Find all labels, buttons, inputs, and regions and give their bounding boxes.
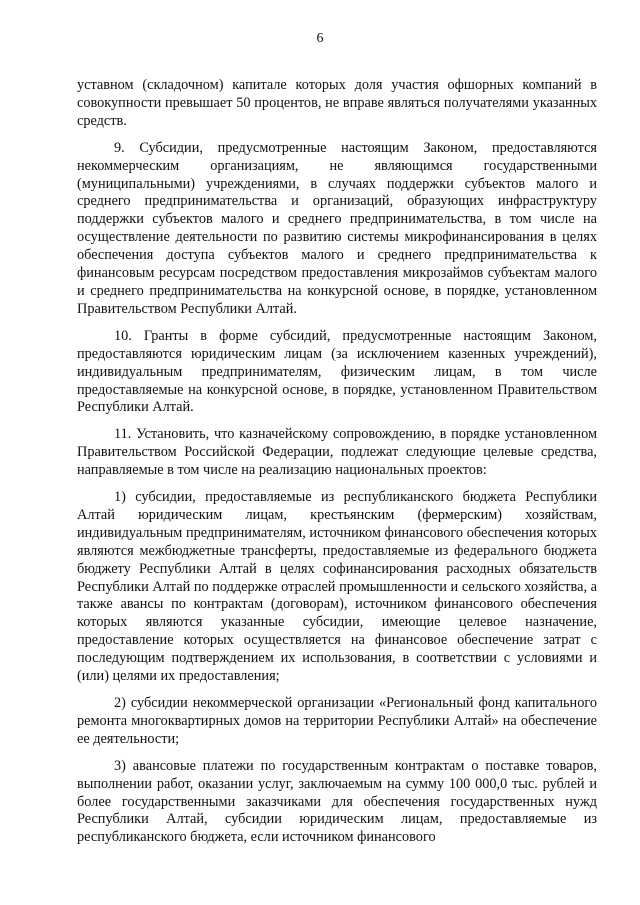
page-number: 6 bbox=[316, 31, 324, 46]
paragraph-subitem-1: 1) субсидии, предоставляемые из республиканского бюджета Республики Алтай юридическим лицам, крестьянским (фермерским) хозяйствам, индивидуальным предпринимателям, источником финансового обеспечения которых являются межбюджетные трансферты, предоставляемые из федерального бюджета бюджету Республики Алтай в целях софинансирования расходных обязательств Республики Алтай по поддержке отраслей промышленности и сельского хозяйства, а также авансы по контрактам (договорам), источником финансового обеспечения которых являются указанные субсидии, имеющие целевое назначение, предоставление которых осуществляется на финансовое обеспечение затрат с последующим подтверждением их использования, в соответствии с условиями и (или) целями их предоставления; bbox=[77, 489, 597, 685]
document-body bbox=[77, 77, 597, 856]
paragraph-continuation: уставном (складочном) капитале которых доля участия офшорных компаний в совокупности превышает 50 процентов, не вправе являться получателями указанных средств. bbox=[77, 77, 597, 129]
paragraph-subitem-3: 3) авансовые платежи по государственным контрактам о поставке товаров, выполнении работ, оказании услуг, заключаемым на сумму 100 000,0 тыс. рублей и более государственными заказчиками для обеспечения государственных нужд Республики Алтай, субсидии юридическим лицам, предоставляемые из республиканского бюджета, если источником финансового bbox=[77, 757, 597, 846]
paragraph-item-10: 10. Гранты в форме субсидий, предусмотренные настоящим Законом, предоставляются юридическим лицам (за исключением казенных учреждений), индивидуальным предпринимателям, физическим лицам, в том числе предоставляемые на конкурсной основе, в порядке, установленном Правительством Республики Алтай. bbox=[77, 327, 597, 416]
paragraph-item-9: 9. Субсидии, предусмотренные настоящим Законом, предоставляются некоммерческим организациям, не являющимся государственными (муниципальными) учреждениями, в случаях поддержки субъектов малого и среднего предпринимательства и организаций, образующих инфраструктуру поддержки субъектов малого и среднего предпринимательства, в том числе на осуществление деятельности по развитию системы микрофинансирования в целях обеспечения доступа субъектов малого и среднего предпринимательства к финансовым ресурсам посредством предоставления микрозаймов субъектам малого и среднего предпринимательства на конкурсной основе, в порядке, установленном Правительством Республики Алтай. bbox=[77, 139, 597, 317]
paragraph-item-11: 11. Установить, что казначейскому сопровождению, в порядке установленном Правительством Российской Федерации, подлежат следующие целевые средства, направляемые в том числе на реализацию национальных проектов: bbox=[77, 426, 597, 479]
paragraph-subitem-2: 2) субсидии некоммерческой организации «Региональный фонд капитального ремонта многоквартирных домов на территории Республики Алтай» на обеспечение ее деятельности; bbox=[77, 695, 597, 747]
